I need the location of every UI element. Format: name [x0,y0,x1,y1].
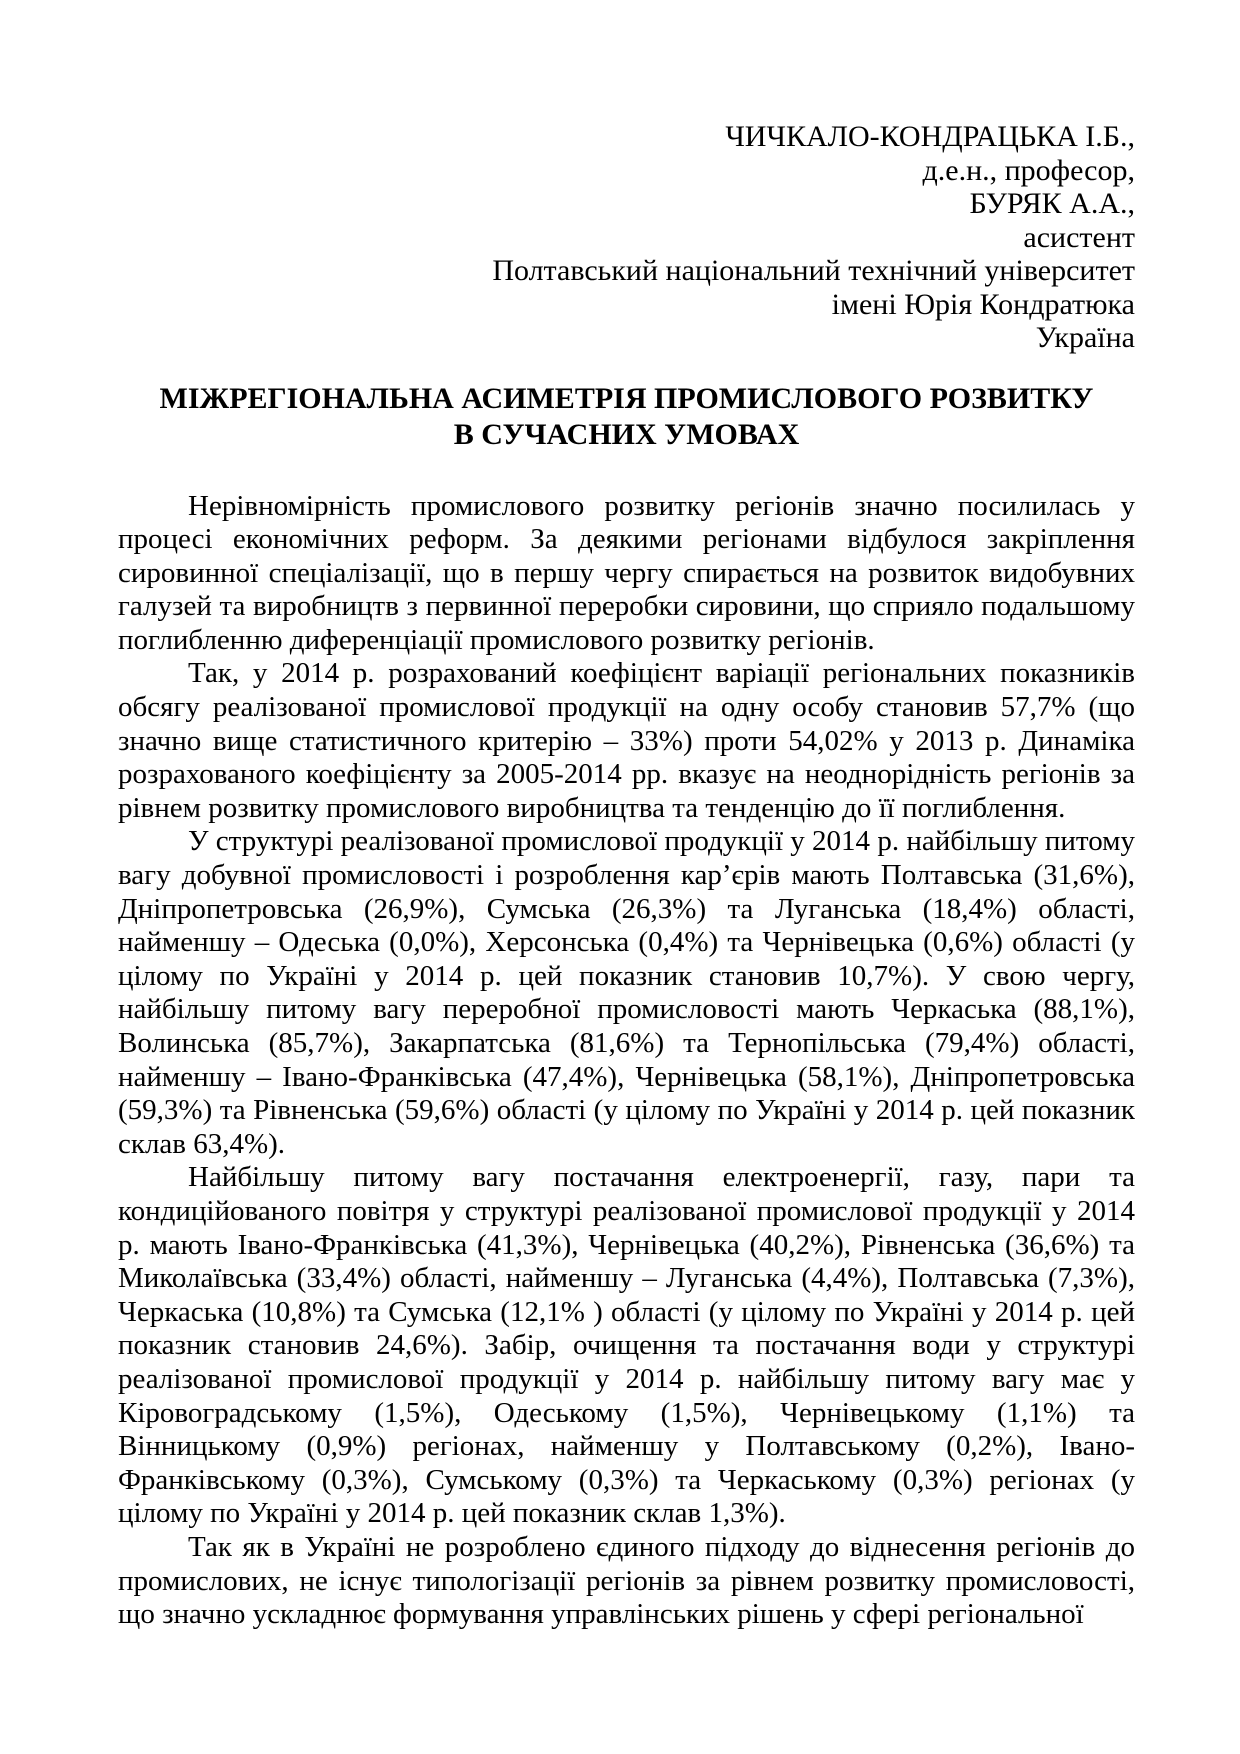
author-name-2: БУРЯК А.А., [969,187,1135,220]
paragraph-2: Так, у 2014 р. розрахований коефіцієнт варіації регіональних показників обсягу реалізованої промислової продукції на одну особу становив 57,7% (що значно вище статистичного критерію – 33%) проти 54,02% у 2013 р. Динаміка розрахованого коефіцієнту за 2005-2014 рр. вказує на неоднорідність регіонів за рівнем розвитку промислового виробництва та тенденцію до її поглиблення. [118,657,1135,824]
paper-title [118,381,1135,453]
paragraph-3: У структурі реалізованої промислової продукції у 2014 р. найбільшу питому вагу добувної промисловості і розроблення кар’єрів мають Полтавська (31,6%), Дніпропетровська (26,9%), Сумська (26,3%) та Луганська (18,4%) області, найменшу – Одеська (0,0%), Херсонська (0,4%) та Чернівецька (0,6%) області (у цілому по Україні у 2014 р. цей показник становив 10,7%). У свою чергу, найбільшу питому вагу переробної промисловості мають Черкаська (88,1%), Волинська (85,7%), Закарпатська (81,6%) та Тернопільська (79,4%) області, найменшу – Івано-Франківська (47,4%), Чернівецька (58,1%), Дніпропетровська (59,3%) та Рівненська (59,6%) області (у цілому по Україні у 2014 р. цей показник склав 63,4%). [118,825,1135,1160]
author-degree-2: асистент [1023,220,1135,254]
affiliation-university-name: імені Юрія Кондратюка [831,287,1135,321]
paragraph-1: Нерівномірність промислового розвитку регіонів значно посилилась у процесі економічних реформ. За деякими регіонами відбулося закріплення сировинної спеціалізації, що в першу чергу спирається на розвиток видобувних галузей та виробництв з первинної переробки сировини, що сприяло подальшому поглибленню диференціації промислового розвитку регіонів. [118,489,1135,656]
author-name-1: ЧИЧКАЛО-КОНДРАЦЬКА І.Б., [725,120,1135,153]
affiliation-university: Полтавський національний технічний університет [492,254,1135,287]
affiliation-country: Україна [1035,321,1135,354]
author-degree-1: д.е.н., професор, [922,153,1135,187]
paragraph-5: Так як в Україні не розроблено єдиного підходу до віднесення регіонів до промислових, не існує типологізації регіонів за рівнем розвитку промисловості, що значно ускладнює формування управлінських рішень у сфері регіональної [118,1530,1135,1631]
paper-title-line-2: В СУЧАСНИХ УМОВАХ [453,417,800,451]
document-body [118,490,1135,1632]
paragraph-4: Найбільшу питому вагу постачання електроенергії, газу, пари та кондиційованого повітря у структурі реалізованої промислової продукції у 2014 р. мають Івано-Франківська (41,3%), Чернівецька (40,2%), Рівненська (36,6%) та Миколаївська (33,4%) області, найменшу – Луганська (4,4%), Полтавська (7,3%), Черкаська (10,8%) та Сумська (12,1% ) області (у цілому по Україні у 2014 р. цей показник становив 24,6%). Забір, очищення та постачання води у структурі реалізованої промислової продукції у 2014 р. найбільшу питому вагу має у Кіровоградському (1,5%), Одеському (1,5%), Чернівецькому (1,1%) та Вінницькому (0,9%) регіонах, найменшу у Полтавському (0,2%), Івано-Франківському (0,3%), Сумському (0,3%) та Черкаському (0,3%) регіонах (у цілому по Україні у 2014 р. цей показник склав 1,3%). [118,1161,1135,1530]
paper-title-line-1: МІЖРЕГІОНАЛЬНА АСИМЕТРІЯ ПРОМИСЛОВОГО РОЗВИТКУ [159,381,1094,415]
author-block [118,120,1135,355]
